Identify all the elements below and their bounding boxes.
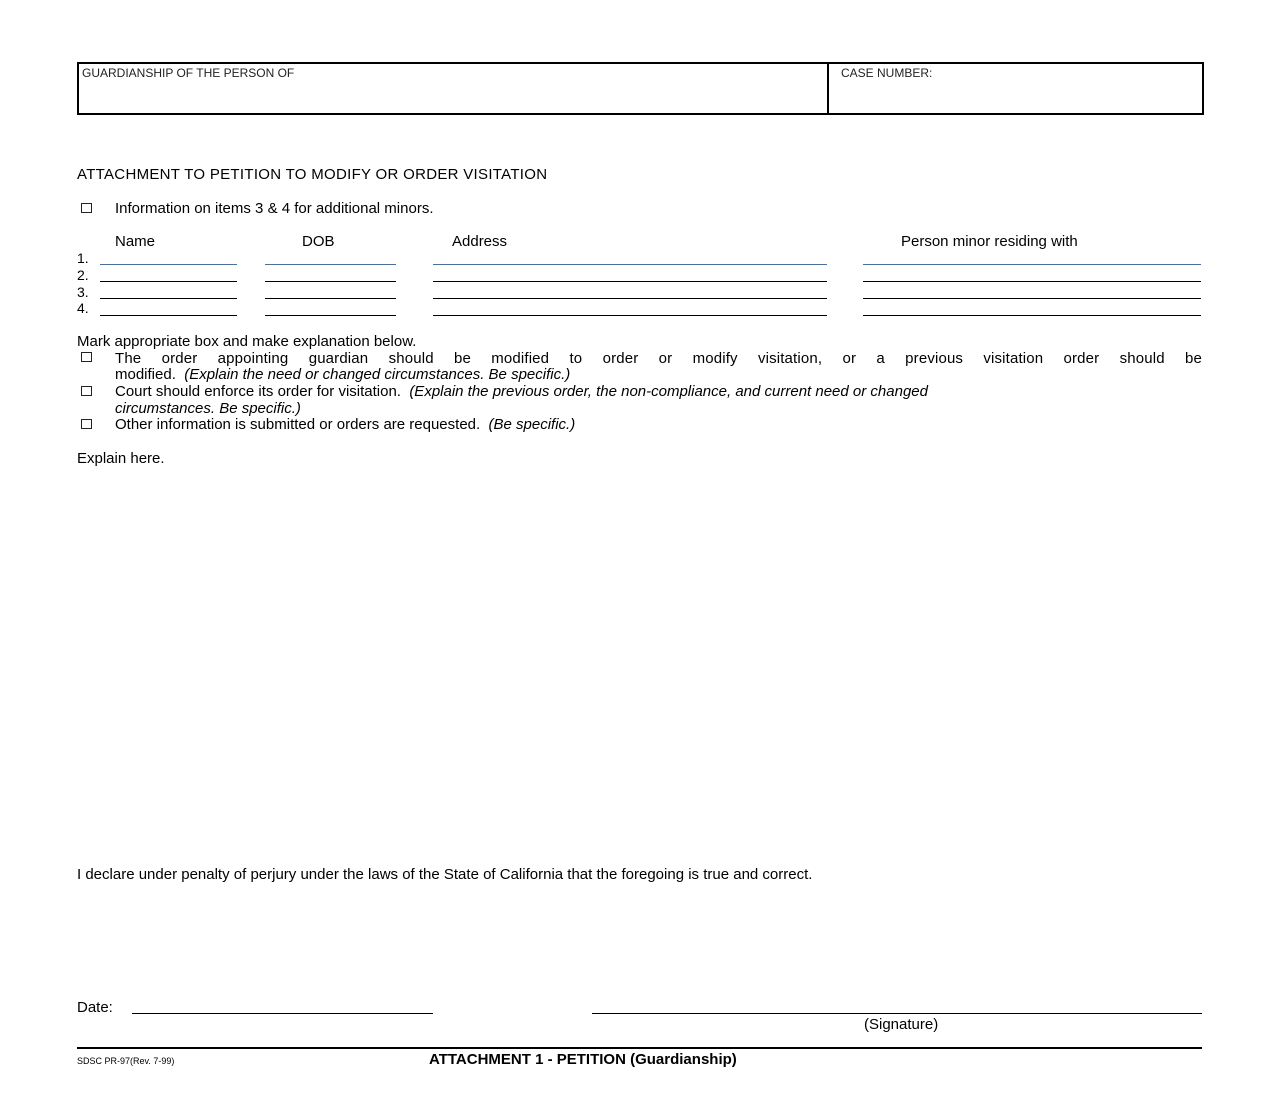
additional-minors-checkbox[interactable] (81, 203, 92, 213)
caption-divider (827, 62, 829, 115)
option-1-line-1: The order appointing guardian should be modified to order or modify visitation, or a previous visitation order should be (115, 350, 1202, 367)
row-2-address-field[interactable] (433, 281, 827, 282)
row-4-address-field[interactable] (433, 315, 827, 316)
explanation-area[interactable] (77, 472, 1202, 852)
row-2-dob-field[interactable] (265, 281, 396, 282)
form-id: SDSC PR-97(Rev. 7-99) (77, 1056, 175, 1066)
row-4-dob-field[interactable] (265, 315, 396, 316)
signature-label: (Signature) (864, 1016, 939, 1033)
enforce-order-checkbox[interactable] (81, 386, 92, 396)
row-3-name-field[interactable] (100, 298, 237, 299)
option-1-line-2-italic: (Explain the need or changed circumstances. Be specific.) (184, 366, 571, 383)
option-2-line-1-italic: (Explain the previous order, the non-compliance, and current need or changed (409, 383, 928, 400)
page-title: ATTACHMENT TO PETITION TO MODIFY OR ORDER VISITATION (77, 166, 548, 183)
column-header-name: Name (115, 233, 156, 250)
option-1-line-2-plain: modified. (115, 366, 176, 383)
row-number-1: 1. (77, 250, 89, 266)
row-2-name-field[interactable] (100, 281, 237, 282)
explain-label: Explain here. (77, 450, 165, 467)
case-number-label: CASE NUMBER: (841, 66, 933, 80)
row-1-dob-field[interactable] (265, 264, 396, 265)
guardianship-label: GUARDIANSHIP OF THE PERSON OF (82, 66, 295, 80)
option-2-line-1 (115, 383, 928, 400)
column-header-residing-with: Person minor residing with (901, 233, 1078, 250)
date-label: Date: (77, 999, 113, 1016)
option-3-line-1-plain: Other information is submitted or orders are requested. (115, 416, 481, 433)
row-4-residing-field[interactable] (863, 315, 1201, 316)
row-1-address-field[interactable] (433, 264, 827, 265)
option-3-line-1-italic: (Be specific.) (488, 416, 576, 433)
column-header-dob: DOB (302, 233, 335, 250)
signature-field[interactable] (592, 1013, 1202, 1014)
row-1-name-field[interactable] (100, 264, 237, 265)
footer-title: ATTACHMENT 1 - PETITION (Guardianship) (429, 1051, 737, 1068)
row-3-address-field[interactable] (433, 298, 827, 299)
row-4-name-field[interactable] (100, 315, 237, 316)
modify-order-checkbox[interactable] (81, 352, 92, 362)
row-3-dob-field[interactable] (265, 298, 396, 299)
option-1-line-2 (115, 366, 570, 383)
additional-minors-label: Information on items 3 & 4 for additional minors. (115, 200, 434, 217)
footer-rule (77, 1047, 1202, 1049)
instructions-text: Mark appropriate box and make explanation below. (77, 333, 417, 350)
row-2-residing-field[interactable] (863, 281, 1201, 282)
option-2-line-1-plain: Court should enforce its order for visitation. (115, 383, 401, 400)
option-3-line-1 (115, 416, 575, 433)
row-number-3: 3. (77, 284, 89, 300)
row-number-4: 4. (77, 300, 89, 316)
row-1-residing-field[interactable] (863, 264, 1201, 265)
declaration-text: I declare under penalty of perjury under the laws of the State of California that the foregoing is true and correct. (77, 866, 813, 883)
date-field[interactable] (132, 1013, 433, 1014)
column-header-address: Address (452, 233, 508, 250)
row-number-2: 2. (77, 267, 89, 283)
other-information-checkbox[interactable] (81, 419, 92, 429)
row-3-residing-field[interactable] (863, 298, 1201, 299)
option-2-line-2: circumstances. Be specific.) (115, 400, 301, 417)
